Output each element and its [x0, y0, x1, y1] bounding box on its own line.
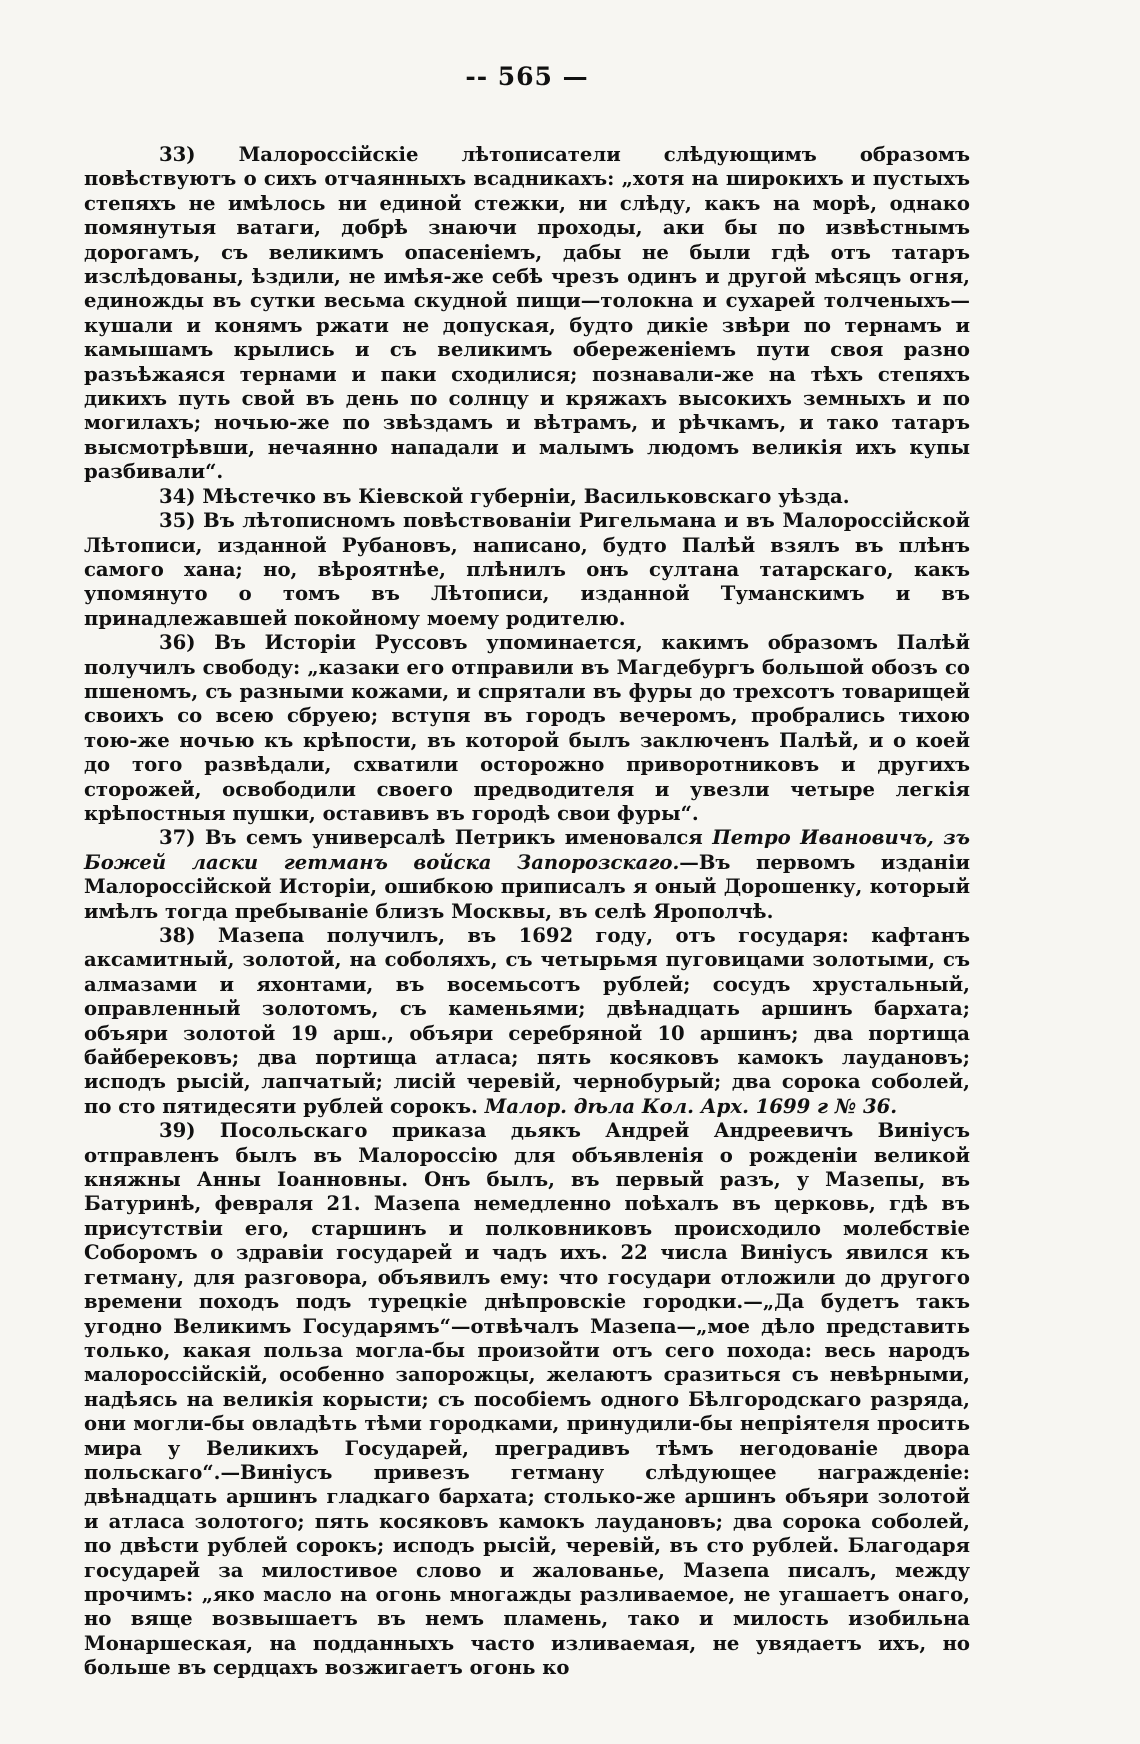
note-33 [84, 143, 970, 485]
page-number: -- 565 — [465, 62, 589, 91]
notes-body [84, 143, 970, 1681]
note-37 [84, 826, 970, 924]
note-text: 35) Въ лѣтописномъ повѣствованіи Ригельмана и въ Малороссійской Лѣтописи, изданной Рубановъ, написано, будто Палѣй взялъ въ плѣнъ самого хана; но, вѣроятнѣе, плѣнилъ онъ султана татарскаго, какъ упомянуто о томъ въ Лѣтописи, изданной Туманскимъ и въ принадлежавшей покойному моему родителю. [84, 509, 970, 630]
note-text: 37) Въ семъ универсалѣ Петрикъ именовался [159, 826, 713, 850]
note-text: 36) Въ Исторіи Руссовъ упоминается, какимъ образомъ Палѣй получилъ свободу: „казаки его отправили въ Магдебургъ большой обозъ со пшеномъ, съ разными кожами, и спрятали въ фуры до трехсотъ товарищей своихъ со всею сбруею; вступя въ городъ вечеромъ, пробрались тихою тою-же ночью къ крѣпости, въ которой былъ заключенъ Палѣй, и о коей до того развѣдали, схватили осторожно приворотниковъ и другихъ сторожей, освободили своего предводителя и увезли четыре легкія крѣпостныя пушки, оставивъ въ городѣ свои фуры“. [84, 631, 970, 825]
note-italic-text: Малор. дѣла Кол. Арх. 1699 г № 36. [484, 1094, 898, 1118]
note-text: 38) Мазепа получилъ, въ 1692 году, отъ государя: кафтанъ аксамитный, золотой, на соболяхъ, съ четырьмя пуговицами золотыми, съ алмазами и яхонтами, въ восемьсотъ рублей; сосудъ хрустальный, оправленный золотомъ, съ каменьями; двѣнадцать аршинъ бархата; объяри золотой 19 арш., объяри серебряной 10 аршинъ; два портища байберековъ; два портища атласа; пять косяковъ камокъ лаудановъ; исподъ рысій, лапчатый; лисій черевій, чернобурый; два сорока соболей, по сто пятидесяти рублей сорокъ. [84, 924, 970, 1118]
note-39 [84, 1119, 970, 1680]
note-35 [84, 509, 970, 631]
note-text: 34) Мѣстечко въ Кіевской губерніи, Васильковскаго уѣзда. [159, 484, 850, 508]
note-text: 39) Посольскаго приказа дьякъ Андрей Андреевичъ Виніусъ отправленъ былъ въ Малороссію для объявленія о рожденіи великой княжны Анны Іоанновны. Онъ былъ, въ первый разъ, у Мазепы, въ Батуринѣ, февраля 21. Мазепа немедленно поѣхалъ въ церковь, гдѣ въ присутствіи его, старшинъ и полковниковъ происходило молебствіе Соборомъ о здравіи государей и чадъ ихъ. 22 числа Виніусъ явился къ гетману, для разговора, объявилъ ему: что государи отложили до другого времени походъ подъ турецкіе днѣпровскіе городки.—„Да будетъ такъ угодно Великимъ Государямъ“—отвѣчалъ Мазепа—„мое дѣло представить только, какая польза могла-бы произойти отъ сего похода: весь народъ малороссійскій, особенно запорожцы, желаютъ сразиться съ невѣрными, надѣясь на великія корысти; съ пособіемъ одного Бѣлгородскаго разряда, они могли-бы овладѣть тѣми городками, принудили-бы непріятеля просить мира у Великихъ Государей, преградивъ тѣмъ негодованіе двора польскаго“.—Виніусъ привезъ гетману слѣдующее награжденіе: двѣнадцать аршинъ гладкаго бархата; столько-же аршинъ объяри золотой и атласа золотого; пять косяковъ камокъ лаудановъ; два сорока соболей, по двѣсти рублей сорокъ; исподъ рысій, черевій, въ сто рублей. Благодаря государей за милостивое слово и жалованье, Мазепа писалъ, между прочимъ: „яко масло на огонь многажды разливаемое, не угашаетъ онаго, но вяще возвышаетъ въ немъ пламень, тако и милость изобильна Монаршеская, на подданныхъ часто изливаемая, не увядаетъ ихъ, но больше въ сердцахъ возжигаетъ огонь ко [84, 1119, 970, 1680]
note-text: —Въ первомъ изданіи Малороссійской Исторіи, ошибкою приписалъ я оный Дорошенку, который имѣлъ тогда пребываніе близъ Москвы, въ селѣ Ярополчѣ. [84, 850, 970, 923]
note-italic-text: Петро Ивановичъ, зъ Божей ласки гетманъ войска Запорозскаго. [84, 826, 970, 874]
note-38 [84, 924, 970, 1119]
note-34 [84, 485, 970, 509]
note-36 [84, 631, 970, 826]
note-text: 33) Малороссійскіе лѣтописатели слѣдующимъ образомъ повѣствуютъ о сихъ отчаянныхъ всадникахъ: „хотя на широкихъ и пустыхъ степяхъ не имѣлось ни единой стежки, ни слѣду, какъ на морѣ, однако помянутыя ватаги, добрѣ знаючи проходы, аки бы по извѣстнымъ дорогамъ, съ великимъ опасеніемъ, дабы не были гдѣ отъ татаръ изслѣдованы, ѣздили, не имѣя-же себѣ чрезъ одинъ и другой мѣсяцъ огня, единожды въ сутки весьма скудной пищи—толокна и сухарей толченыхъ—кушали и конямъ ржати не допуская, будто дикіе звѣри по тернамъ и камышамъ крылись и съ великимъ обереженіемъ пути своя разно разъѣжаяся тернами и паки сходилися; познавали-же на тѣхъ степяхъ дикихъ путь свой въ день по солнцу и кряжахъ высокихъ земныхъ и по могилахъ; ночью-же по звѣздамъ и вѣтрамъ, и рѣчкамъ, и тако татаръ высмотрѣвши, нечаянно нападали и малымъ людомъ великія ихъ купы разбивали“. [84, 143, 970, 484]
